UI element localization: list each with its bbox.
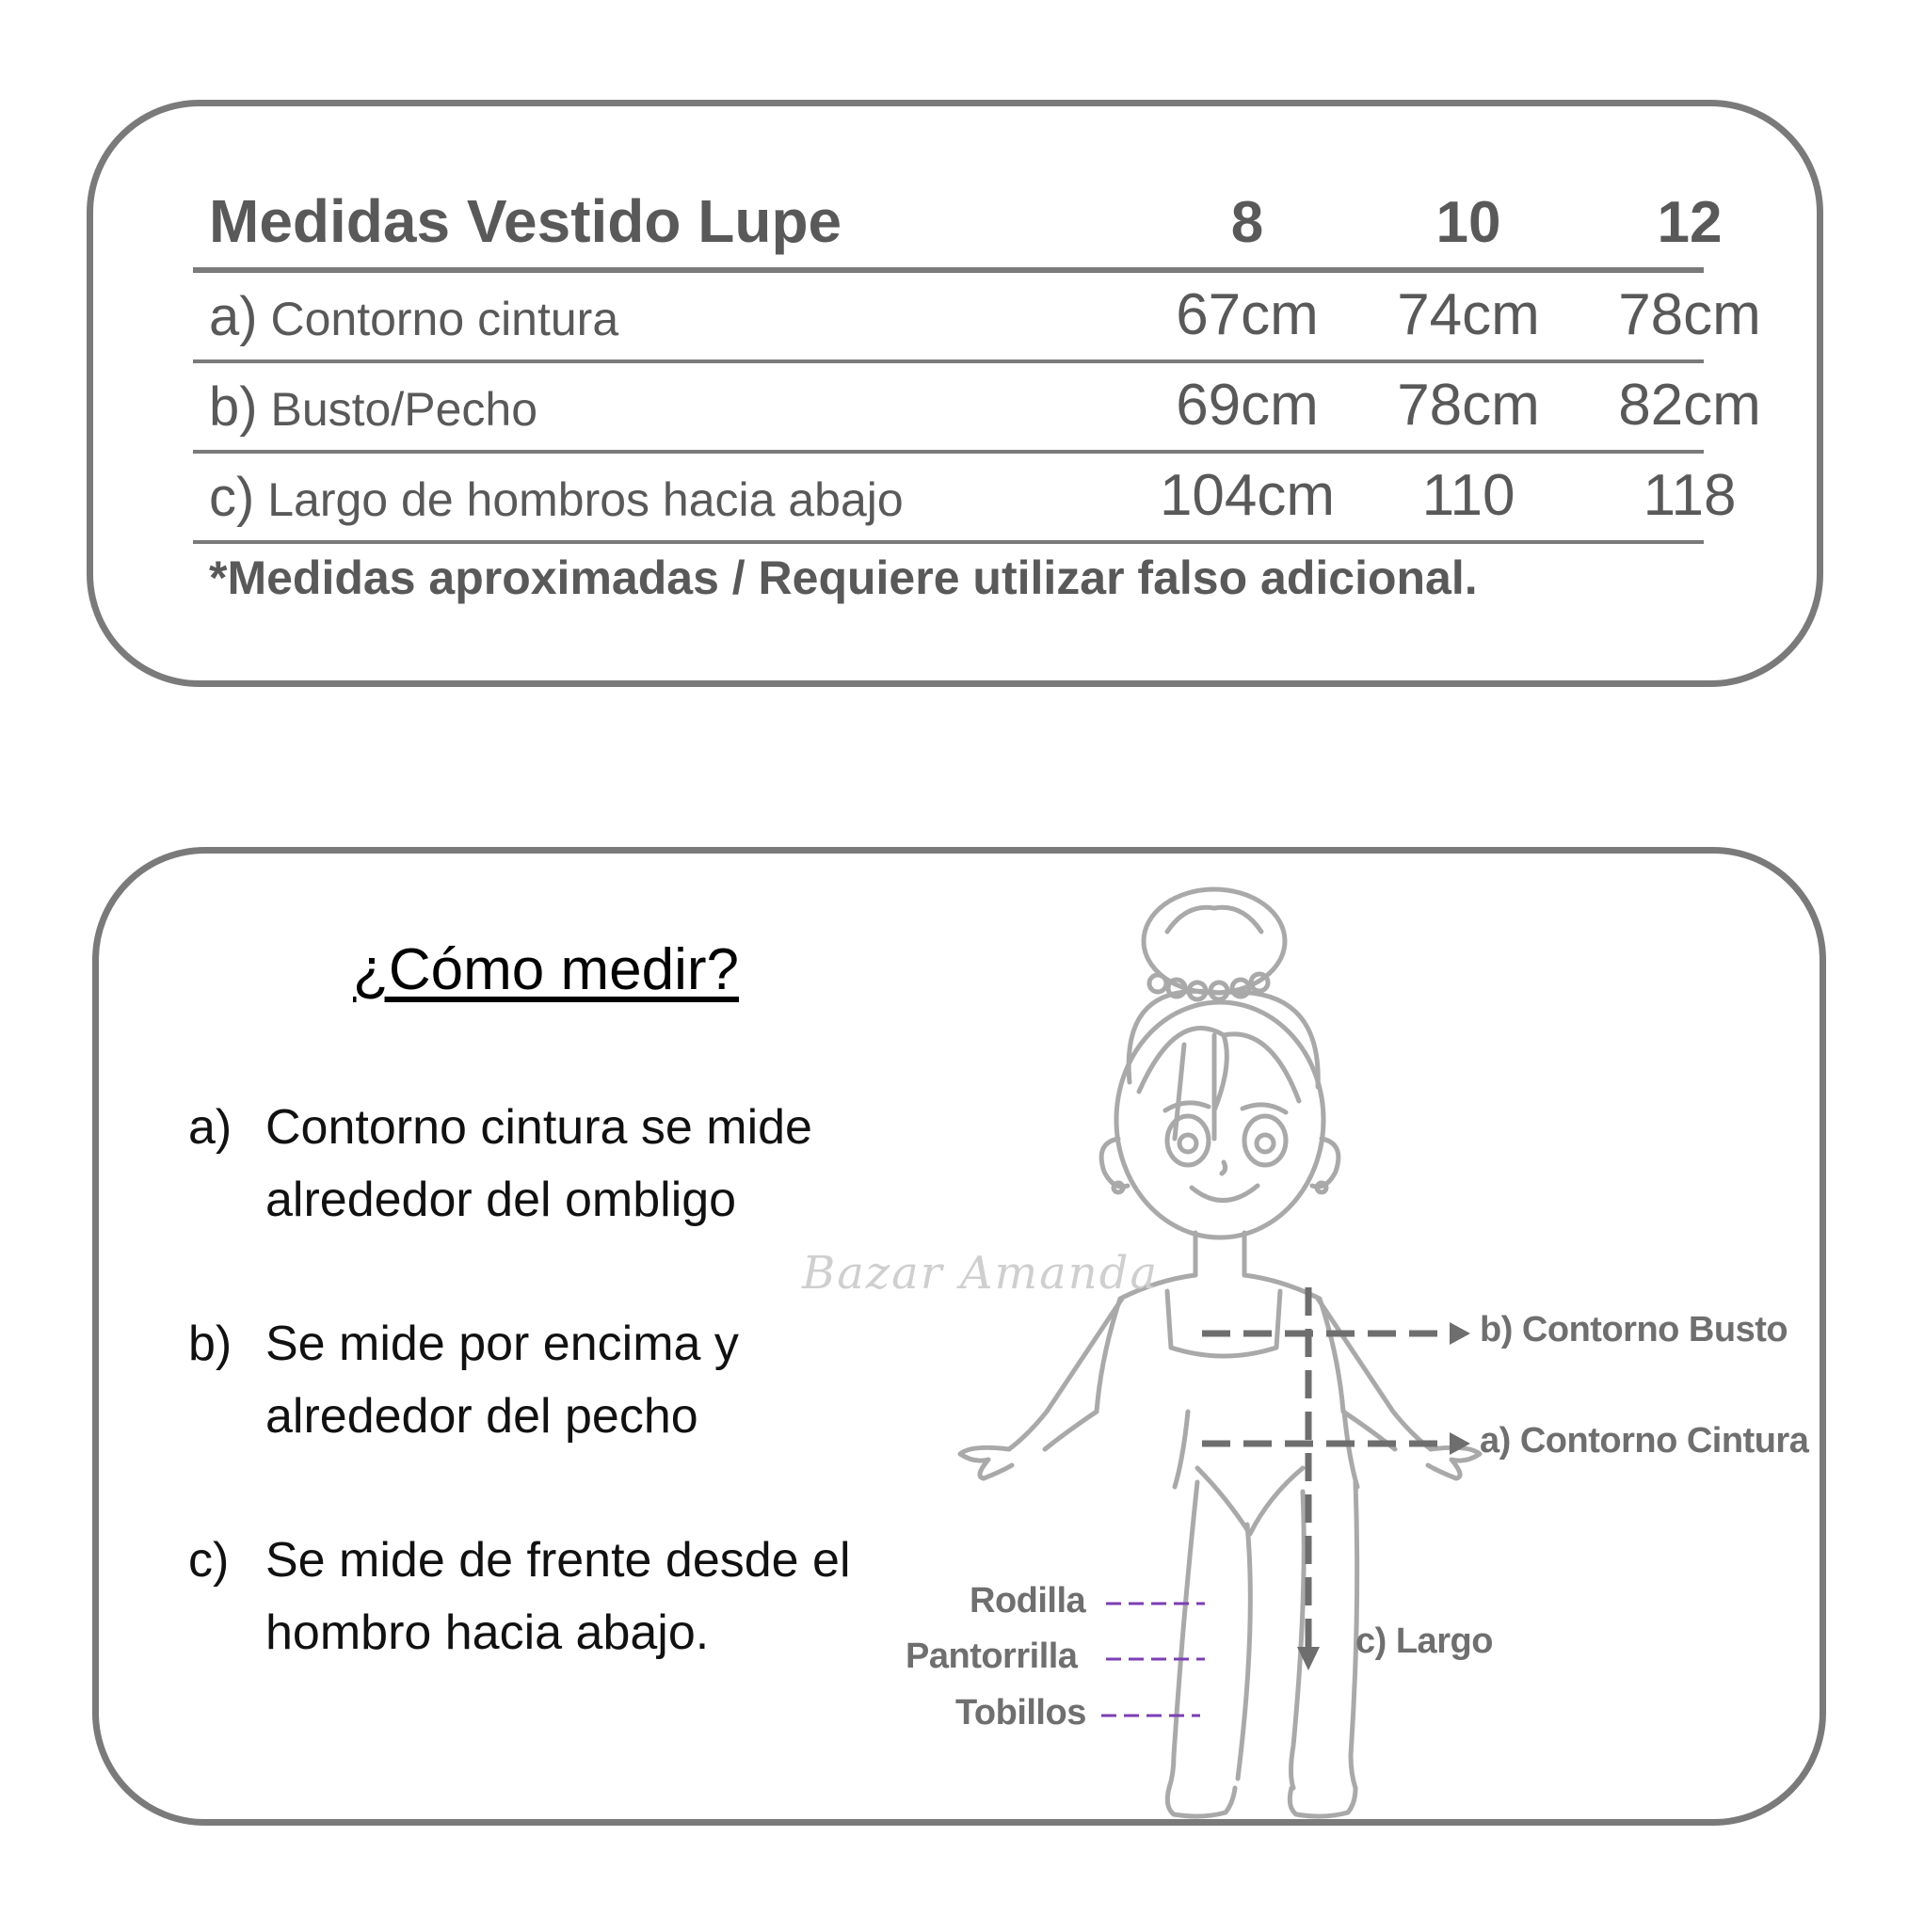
row-letter: b) — [209, 376, 258, 438]
how-to-title: ¿Cómo medir? — [353, 937, 739, 1002]
step-marker: c) — [188, 1533, 230, 1588]
table-cell: 78cm — [1397, 373, 1540, 438]
step-marker: a) — [188, 1100, 232, 1155]
table-cell: 118 — [1643, 463, 1737, 528]
length-label: c) Largo — [1355, 1621, 1493, 1661]
bust-label: b) Contorno Busto — [1480, 1310, 1788, 1349]
girl-outline — [960, 889, 1480, 1816]
leg-markers — [1101, 1604, 1205, 1716]
measurement-guides — [1202, 1287, 1454, 1652]
step-text: Contorno cintura se mide alrededor del ombligo — [265, 1100, 812, 1227]
arrow-right-icon — [1450, 1322, 1470, 1345]
table-cell: 74cm — [1397, 282, 1540, 347]
table-cell: 82cm — [1618, 373, 1761, 438]
row-letter: c) — [209, 467, 255, 528]
waist-label: a) Contorno Cintura — [1480, 1421, 1809, 1461]
row-label-text: Busto/Pecho — [270, 383, 538, 436]
table-cell: 69cm — [1176, 373, 1319, 438]
arrow-right-icon — [1450, 1432, 1470, 1455]
size-header-10: 10 — [1435, 190, 1501, 255]
row-letter: a) — [209, 286, 258, 347]
watermark: Bazar Amanda — [802, 1247, 1160, 1300]
row-label-text: Contorno cintura — [270, 293, 619, 345]
size-table-title: Medidas Vestido Lupe — [209, 187, 842, 255]
ankle-label: Tobillos — [955, 1693, 1086, 1732]
knee-label: Rodilla — [970, 1581, 1086, 1621]
calf-label: Pantorrilla — [906, 1637, 1078, 1676]
step-text: Se mide de frente desde el hombro hacia abajo. — [265, 1533, 851, 1660]
size-header-8: 8 — [1230, 190, 1264, 255]
table-cell: 67cm — [1176, 282, 1319, 347]
table-cell: 110 — [1421, 463, 1515, 528]
step-marker: b) — [188, 1317, 232, 1371]
table-cell: 104cm — [1159, 463, 1336, 528]
size-note: *Medidas aproximadas / Requiere utilizar falso adicional. — [209, 551, 1478, 604]
row-label-text: Largo de hombros hacia abajo — [267, 473, 904, 526]
size-header-12: 12 — [1657, 190, 1723, 255]
table-cell: 78cm — [1618, 282, 1761, 347]
step-text: Se mide por encima y alrededor del pecho — [265, 1317, 739, 1444]
